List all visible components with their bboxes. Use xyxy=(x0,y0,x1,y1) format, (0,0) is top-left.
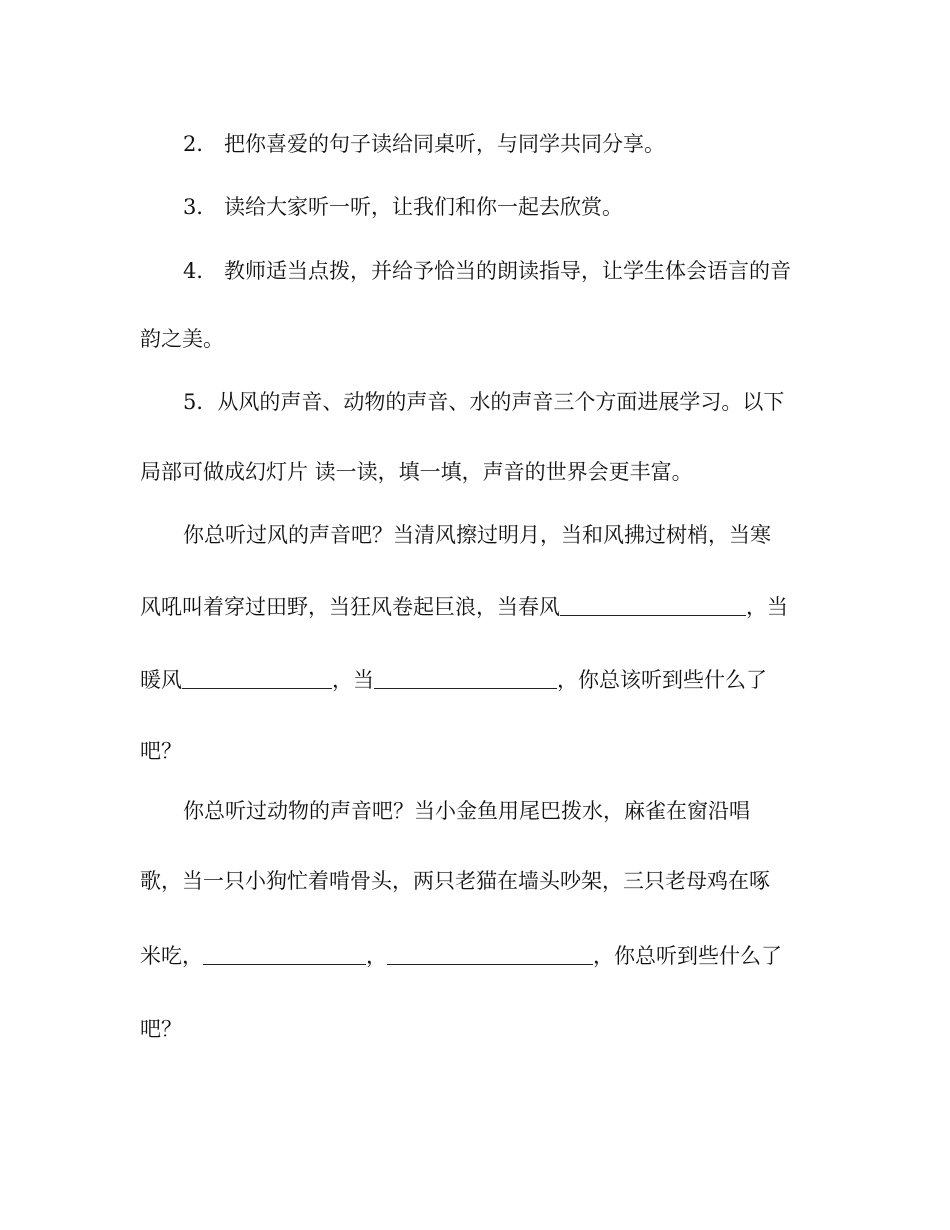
animal-paragraph-line-2: 歌，当一只小狗忙着啃骨头，两只老猫在墙头吵架，三只老母鸡在啄 xyxy=(140,869,770,893)
wind-paragraph-line-1: 你总听过风的声音吧？当清风擦过明月，当和风拂过树梢，当寒 xyxy=(183,523,771,547)
item-4-line-2: 韵之美。 xyxy=(140,327,224,351)
wind-line-3-tail: ，你总该听到些什么了 xyxy=(557,668,767,692)
animal-paragraph-line-3 xyxy=(0,941,950,971)
item-2: 2． 把你喜爱的句子读给同桌听，与同学共同分享。 xyxy=(183,132,666,156)
animal-line-3-text: 米吃， xyxy=(140,944,203,968)
fill-blank-warm-wind[interactable] xyxy=(182,668,332,689)
item-3: 3． 读给大家听一听，让我们和你一起去欣赏。 xyxy=(183,195,624,219)
wind-line-2-tail: ，当 xyxy=(746,595,788,619)
item-4-line-1: 4． 教师适当点拨，并给予恰当的朗读指导，让学生体会语言的音 xyxy=(183,259,792,283)
item-5-line-1: 5．从风的声音、动物的声音、水的声音三个方面进展学习。以下 xyxy=(183,390,785,414)
wind-line-3-mid: ，当 xyxy=(332,668,374,692)
fill-blank-wind-other[interactable] xyxy=(374,668,557,689)
animal-paragraph-line-4: 吧？ xyxy=(140,1017,182,1041)
animal-line-3-tail: ，你总听到些什么了 xyxy=(593,944,782,968)
animal-line-3-mid: ， xyxy=(366,944,387,968)
fill-blank-animal-2[interactable] xyxy=(387,944,593,965)
wind-line-3-text: 暖风 xyxy=(140,668,182,692)
wind-paragraph-line-4: 吧？ xyxy=(140,739,182,763)
animal-paragraph-line-1: 你总听过动物的声音吧？当小金鱼用尾巴拨水，麻雀在窗沿唱 xyxy=(183,799,750,823)
wind-paragraph-line-3 xyxy=(0,665,950,695)
item-5-line-2: 局部可做成幻灯片 读一读，填一填，声音的世界会更丰富。 xyxy=(140,460,693,484)
fill-blank-animal-1[interactable] xyxy=(203,944,366,965)
fill-blank-spring-wind[interactable] xyxy=(560,595,746,616)
wind-paragraph-line-2 xyxy=(0,592,950,622)
wind-line-2-text: 风吼叫着穿过田野，当狂风卷起巨浪，当春风 xyxy=(140,595,560,619)
